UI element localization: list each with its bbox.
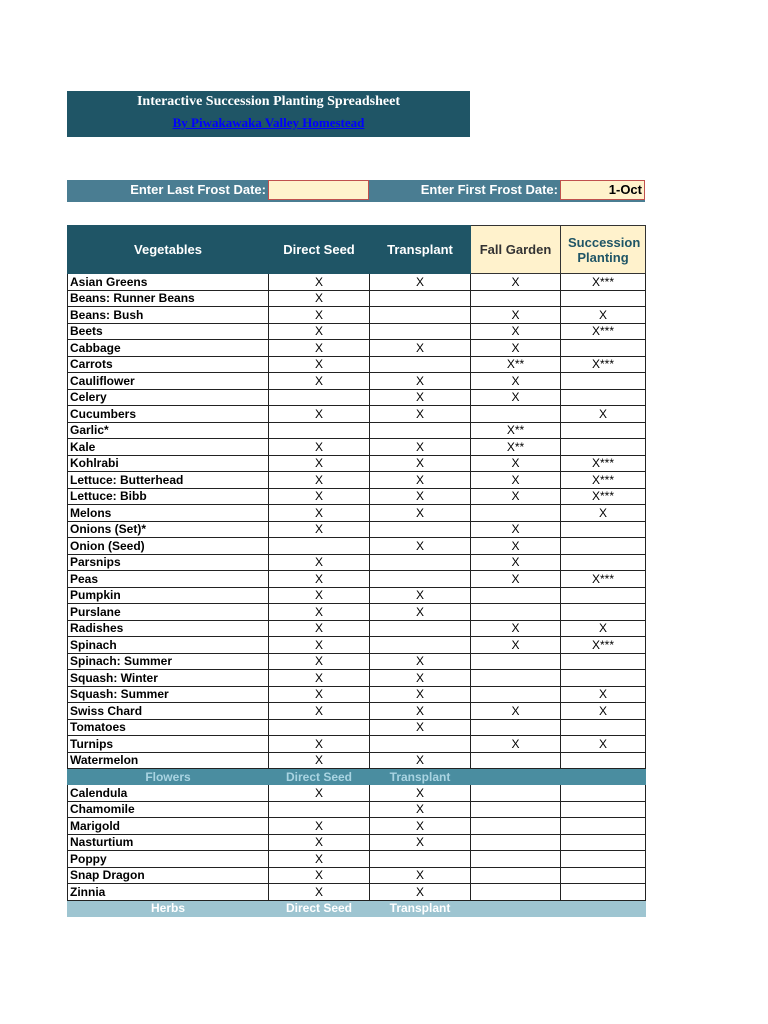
mark-cell[interactable]: [561, 884, 646, 901]
table-row: [68, 637, 646, 654]
table-row: [68, 801, 646, 818]
mark-cell[interactable]: [269, 538, 370, 555]
mark-cell[interactable]: [561, 604, 646, 621]
plant-name-cell[interactable]: Asian Greens: [68, 274, 269, 291]
mark-cell[interactable]: [561, 521, 646, 538]
mark-cell[interactable]: [471, 884, 561, 901]
header-fall-garden[interactable]: Fall Garden: [471, 226, 561, 274]
mark-cell[interactable]: [370, 323, 471, 340]
header-succession-planting[interactable]: Succession Planting: [561, 226, 646, 274]
mark-cell[interactable]: [561, 373, 646, 390]
section-header-cell: Direct Seed: [269, 900, 370, 916]
table-row: [68, 834, 646, 851]
mark-cell[interactable]: X: [370, 670, 471, 687]
mark-cell[interactable]: [370, 554, 471, 571]
mark-cell[interactable]: X***: [561, 472, 646, 489]
mark-cell[interactable]: X: [269, 472, 370, 489]
last-frost-input[interactable]: [268, 180, 369, 200]
mark-cell[interactable]: [370, 620, 471, 637]
table-row: [68, 488, 646, 505]
plant-name-cell[interactable]: Carrots: [68, 356, 269, 373]
mark-cell[interactable]: X: [269, 703, 370, 720]
table-row: [68, 620, 646, 637]
table-row: [68, 752, 646, 769]
mark-cell[interactable]: X: [370, 867, 471, 884]
mark-cell[interactable]: [471, 686, 561, 703]
mark-cell[interactable]: X: [269, 736, 370, 753]
plant-name-cell[interactable]: Purslane: [68, 604, 269, 621]
plant-name-cell[interactable]: Zinnia: [68, 884, 269, 901]
table-row: [68, 719, 646, 736]
mark-cell[interactable]: [471, 587, 561, 604]
table-row: [68, 604, 646, 621]
mark-cell[interactable]: X: [269, 439, 370, 456]
mark-cell[interactable]: X: [370, 505, 471, 522]
mark-cell[interactable]: X: [269, 356, 370, 373]
mark-cell[interactable]: X: [370, 340, 471, 357]
mark-cell[interactable]: [471, 785, 561, 802]
table-row: [68, 736, 646, 753]
mark-cell[interactable]: [370, 736, 471, 753]
mark-cell[interactable]: [561, 554, 646, 571]
table-row: [68, 389, 646, 406]
table-row: [68, 422, 646, 439]
mark-cell[interactable]: X: [471, 307, 561, 324]
table-row: [68, 554, 646, 571]
mark-cell[interactable]: [269, 389, 370, 406]
mark-cell[interactable]: X: [269, 274, 370, 291]
plant-name-cell[interactable]: Nasturtium: [68, 834, 269, 851]
mark-cell[interactable]: [269, 719, 370, 736]
mark-cell[interactable]: X: [370, 587, 471, 604]
mark-cell[interactable]: X: [269, 406, 370, 423]
mark-cell[interactable]: X: [471, 571, 561, 588]
mark-cell[interactable]: [471, 670, 561, 687]
table-row: [68, 653, 646, 670]
table-row: [68, 439, 646, 456]
last-frost-label: Enter Last Frost Date:: [130, 182, 266, 197]
table-row: [68, 274, 646, 291]
mark-cell[interactable]: X: [370, 274, 471, 291]
mark-cell[interactable]: X***: [561, 274, 646, 291]
title-banner: [67, 91, 470, 137]
mark-cell[interactable]: X: [370, 801, 471, 818]
mark-cell[interactable]: X: [269, 752, 370, 769]
mark-cell[interactable]: X: [370, 538, 471, 555]
mark-cell[interactable]: [561, 719, 646, 736]
mark-cell[interactable]: [471, 851, 561, 868]
mark-cell[interactable]: [561, 587, 646, 604]
mark-cell[interactable]: [471, 834, 561, 851]
mark-cell[interactable]: X: [370, 785, 471, 802]
mark-cell[interactable]: [370, 637, 471, 654]
section-header-cell: [471, 900, 561, 916]
mark-cell[interactable]: [471, 752, 561, 769]
plant-name-cell[interactable]: Squash: Summer: [68, 686, 269, 703]
mark-cell[interactable]: X: [561, 703, 646, 720]
plant-name-cell[interactable]: Kale: [68, 439, 269, 456]
header-direct-seed[interactable]: Direct Seed: [269, 226, 370, 274]
mark-cell[interactable]: X: [471, 538, 561, 555]
plant-name-cell[interactable]: Marigold: [68, 818, 269, 835]
mark-cell[interactable]: [471, 867, 561, 884]
section-header-cell: Direct Seed: [269, 769, 370, 785]
mark-cell[interactable]: X: [370, 604, 471, 621]
mark-cell[interactable]: X***: [561, 637, 646, 654]
mark-cell[interactable]: X: [561, 686, 646, 703]
mark-cell[interactable]: X***: [561, 571, 646, 588]
mark-cell[interactable]: [370, 290, 471, 307]
mark-cell[interactable]: X: [370, 406, 471, 423]
table-row: [68, 686, 646, 703]
mark-cell[interactable]: X: [269, 686, 370, 703]
plant-name-cell[interactable]: Parsnips: [68, 554, 269, 571]
table-row: [68, 521, 646, 538]
author-link[interactable]: By Piwakawaka Valley Homestead: [172, 115, 365, 130]
mark-cell[interactable]: X: [269, 290, 370, 307]
plant-name-cell[interactable]: Poppy: [68, 851, 269, 868]
plant-name-cell[interactable]: Turnips: [68, 736, 269, 753]
mark-cell[interactable]: X: [370, 719, 471, 736]
plant-name-cell[interactable]: Tomatoes: [68, 719, 269, 736]
mark-cell[interactable]: X: [471, 323, 561, 340]
mark-cell[interactable]: [471, 406, 561, 423]
mark-cell[interactable]: X: [269, 884, 370, 901]
table-row: [68, 851, 646, 868]
plant-name-cell[interactable]: Cabbage: [68, 340, 269, 357]
mark-cell[interactable]: [471, 604, 561, 621]
plant-name-cell[interactable]: Cauliflower: [68, 373, 269, 390]
mark-cell[interactable]: X: [370, 818, 471, 835]
plant-name-cell[interactable]: Radishes: [68, 620, 269, 637]
mark-cell[interactable]: [561, 801, 646, 818]
table-row: [68, 818, 646, 835]
section-header-cell: Transplant: [370, 769, 471, 785]
mark-cell[interactable]: X: [561, 736, 646, 753]
mark-cell[interactable]: X: [269, 637, 370, 654]
plant-name-cell[interactable]: Beans: Runner Beans: [68, 290, 269, 307]
section-header-cell: [561, 900, 646, 916]
plant-name-cell[interactable]: Onions (Set)*: [68, 521, 269, 538]
mark-cell[interactable]: X: [269, 455, 370, 472]
mark-cell[interactable]: [561, 439, 646, 456]
mark-cell[interactable]: [269, 422, 370, 439]
table-row: [68, 373, 646, 390]
plant-name-cell[interactable]: Kohlrabi: [68, 455, 269, 472]
mark-cell[interactable]: X: [269, 373, 370, 390]
mark-cell[interactable]: X: [370, 752, 471, 769]
mark-cell[interactable]: [561, 538, 646, 555]
mark-cell[interactable]: [370, 356, 471, 373]
first-frost-input[interactable]: 1-Oct: [560, 180, 645, 200]
table-row: [68, 356, 646, 373]
mark-cell[interactable]: X: [269, 851, 370, 868]
mark-cell[interactable]: X: [471, 340, 561, 357]
mark-cell[interactable]: X: [370, 455, 471, 472]
plant-name-cell[interactable]: Chamomile: [68, 801, 269, 818]
mark-cell[interactable]: X: [269, 867, 370, 884]
mark-cell[interactable]: [471, 801, 561, 818]
table-row: [68, 406, 646, 423]
plant-name-cell[interactable]: Lettuce: Bibb: [68, 488, 269, 505]
table-row: [68, 571, 646, 588]
mark-cell[interactable]: X**: [471, 356, 561, 373]
plant-name-cell[interactable]: Calendula: [68, 785, 269, 802]
table-row: [68, 455, 646, 472]
plant-name-cell[interactable]: Snap Dragon: [68, 867, 269, 884]
table-row: [68, 290, 646, 307]
table-row: [68, 538, 646, 555]
mark-cell[interactable]: X: [269, 670, 370, 687]
mark-cell[interactable]: X: [471, 620, 561, 637]
mark-cell[interactable]: X: [471, 274, 561, 291]
mark-cell[interactable]: [471, 505, 561, 522]
mark-cell[interactable]: X: [269, 587, 370, 604]
mark-cell[interactable]: [370, 851, 471, 868]
frost-date-bar: [67, 180, 645, 202]
mark-cell[interactable]: X: [561, 307, 646, 324]
mark-cell[interactable]: X: [269, 307, 370, 324]
plant-name-cell[interactable]: Lettuce: Butterhead: [68, 472, 269, 489]
mark-cell[interactable]: [561, 389, 646, 406]
plant-name-cell[interactable]: Peas: [68, 571, 269, 588]
mark-cell[interactable]: X: [471, 488, 561, 505]
mark-cell[interactable]: X**: [471, 439, 561, 456]
mark-cell[interactable]: [561, 818, 646, 835]
mark-cell[interactable]: X: [471, 455, 561, 472]
table-row: [68, 884, 646, 901]
header-transplant[interactable]: Transplant: [370, 226, 471, 274]
section-header-cell: [561, 769, 646, 785]
table-row: [68, 703, 646, 720]
table-row: [68, 785, 646, 802]
table-row: [68, 867, 646, 884]
mark-cell[interactable]: X: [269, 521, 370, 538]
plant-name-cell[interactable]: Cucumbers: [68, 406, 269, 423]
table-row: [68, 323, 646, 340]
mark-cell[interactable]: X: [269, 554, 370, 571]
mark-cell[interactable]: X: [561, 505, 646, 522]
mark-cell[interactable]: [561, 653, 646, 670]
plant-name-cell[interactable]: Watermelon: [68, 752, 269, 769]
mark-cell[interactable]: X***: [561, 455, 646, 472]
mark-cell[interactable]: X: [561, 620, 646, 637]
mark-cell[interactable]: [471, 290, 561, 307]
mark-cell[interactable]: [370, 307, 471, 324]
mark-cell[interactable]: X: [269, 620, 370, 637]
mark-cell[interactable]: X: [471, 637, 561, 654]
table-row: [68, 307, 646, 324]
mark-cell[interactable]: [370, 521, 471, 538]
mark-cell[interactable]: X: [370, 488, 471, 505]
plant-name-cell[interactable]: Squash: Winter: [68, 670, 269, 687]
table-row: [68, 505, 646, 522]
first-frost-label: Enter First Frost Date:: [420, 182, 558, 197]
mark-cell[interactable]: [370, 422, 471, 439]
mark-cell[interactable]: X**: [471, 422, 561, 439]
mark-cell[interactable]: X: [269, 653, 370, 670]
mark-cell[interactable]: X: [471, 389, 561, 406]
mark-cell[interactable]: X***: [561, 356, 646, 373]
mark-cell[interactable]: [561, 785, 646, 802]
flowers-section-header: [68, 769, 646, 785]
mark-cell[interactable]: [269, 801, 370, 818]
mark-cell[interactable]: X: [370, 703, 471, 720]
mark-cell[interactable]: X***: [561, 488, 646, 505]
mark-cell[interactable]: X: [269, 834, 370, 851]
section-header-cell: Herbs: [68, 900, 269, 916]
mark-cell[interactable]: [561, 867, 646, 884]
sheet-title: Interactive Succession Planting Spreadsheet: [136, 94, 400, 109]
mark-cell[interactable]: [471, 719, 561, 736]
mark-cell[interactable]: [561, 834, 646, 851]
mark-cell[interactable]: X: [370, 389, 471, 406]
herbs-section-header: [68, 900, 646, 916]
mark-cell[interactable]: [561, 670, 646, 687]
planting-table: [67, 225, 646, 917]
mark-cell[interactable]: X: [471, 736, 561, 753]
plant-name-cell[interactable]: Spinach: Summer: [68, 653, 269, 670]
mark-cell[interactable]: [471, 653, 561, 670]
mark-cell[interactable]: X: [370, 686, 471, 703]
mark-cell[interactable]: [561, 340, 646, 357]
plant-name-cell[interactable]: Swiss Chard: [68, 703, 269, 720]
mark-cell[interactable]: [561, 752, 646, 769]
table-row: [68, 670, 646, 687]
mark-cell[interactable]: X: [370, 472, 471, 489]
mark-cell[interactable]: X: [370, 884, 471, 901]
table-row: [68, 587, 646, 604]
mark-cell[interactable]: X: [471, 554, 561, 571]
mark-cell[interactable]: X: [269, 323, 370, 340]
mark-cell[interactable]: X: [370, 439, 471, 456]
mark-cell[interactable]: X***: [561, 323, 646, 340]
mark-cell[interactable]: X: [269, 785, 370, 802]
mark-cell[interactable]: X: [471, 472, 561, 489]
mark-cell[interactable]: X: [269, 340, 370, 357]
mark-cell[interactable]: X: [370, 373, 471, 390]
plant-name-cell[interactable]: Melons: [68, 505, 269, 522]
mark-cell[interactable]: [561, 290, 646, 307]
mark-cell[interactable]: [561, 422, 646, 439]
mark-cell[interactable]: X: [370, 834, 471, 851]
header-vegetables[interactable]: Vegetables: [68, 226, 269, 274]
mark-cell[interactable]: X: [471, 521, 561, 538]
mark-cell[interactable]: X: [561, 406, 646, 423]
plant-name-cell[interactable]: Pumpkin: [68, 587, 269, 604]
header-row: [68, 226, 646, 274]
section-header-cell: Transplant: [370, 900, 471, 916]
mark-cell[interactable]: [561, 851, 646, 868]
mark-cell[interactable]: [471, 818, 561, 835]
plant-name-cell[interactable]: Garlic*: [68, 422, 269, 439]
mark-cell[interactable]: X: [471, 703, 561, 720]
mark-cell[interactable]: X: [269, 505, 370, 522]
mark-cell[interactable]: X: [471, 373, 561, 390]
plant-name-cell[interactable]: Beans: Bush: [68, 307, 269, 324]
plant-name-cell[interactable]: Beets: [68, 323, 269, 340]
mark-cell[interactable]: X: [269, 604, 370, 621]
section-header-cell: Flowers: [68, 769, 269, 785]
mark-cell[interactable]: X: [269, 818, 370, 835]
table-row: [68, 472, 646, 489]
plant-name-cell[interactable]: Spinach: [68, 637, 269, 654]
mark-cell[interactable]: X: [269, 571, 370, 588]
mark-cell[interactable]: [370, 571, 471, 588]
section-header-cell: [471, 769, 561, 785]
mark-cell[interactable]: X: [370, 653, 471, 670]
table-row: [68, 340, 646, 357]
mark-cell[interactable]: X: [269, 488, 370, 505]
plant-name-cell[interactable]: Celery: [68, 389, 269, 406]
plant-name-cell[interactable]: Onion (Seed): [68, 538, 269, 555]
